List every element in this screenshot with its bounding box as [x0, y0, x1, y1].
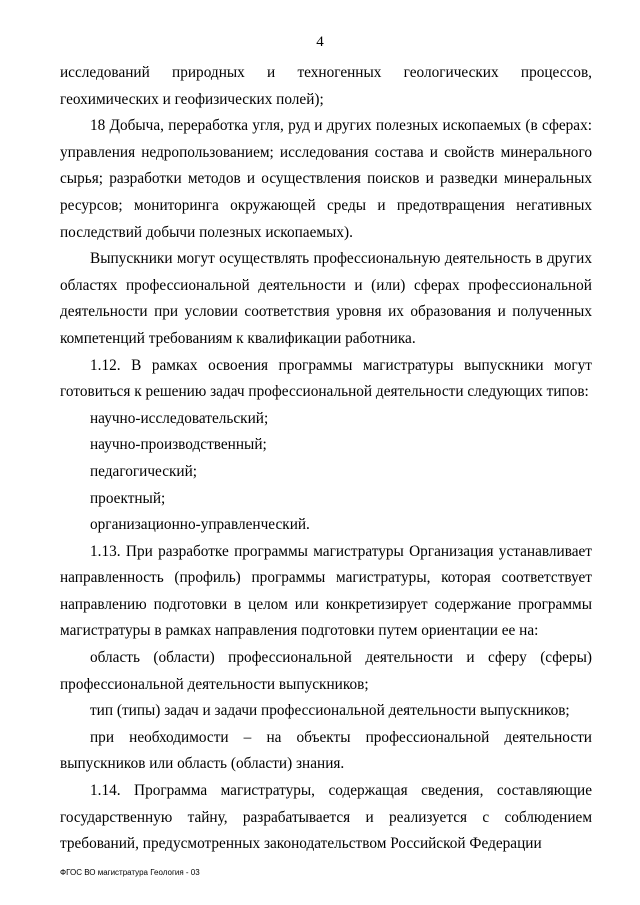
list-item-task-type: научно-исследовательский;	[90, 409, 269, 427]
list-item-task-type: организационно-управленческий.	[90, 516, 310, 534]
paragraph-orientation-tasks: тип (типы) задач и задачи профессиональной деятельности выпускников;	[90, 702, 570, 720]
document-body	[60, 60, 592, 858]
paragraph-item-18: 18 Добыча, переработка угля, руд и других полезных ископаемых (в сферах: управления недропользованием; исследования состава и свойств минерального сырья; разработки методов и осуществления поисков и разведки минеральных ресурсов; мониторинга окружающей среды и предотвращения негативных последствий добычи полезных ископаемых).	[60, 117, 592, 241]
paragraph-orientation-area: область (области) профессиональной деятельности и сферу (сферы) профессиональной деятельности выпускников;	[60, 649, 592, 693]
paragraph-1-12: 1.12. В рамках освоения программы магистратуры выпускники могут готовиться к решению задач профессиональной деятельности следующих типов:	[60, 356, 592, 401]
paragraph-1-14: 1.14. Программа магистратуры, содержащая сведения, составляющие государственную тайну, разрабатывается и реализуется с соблюдением требований, предусмотренных законодательством Российской Федерации	[60, 782, 592, 853]
page-footer: ФГОС ВО магистратура Геология - 03	[60, 868, 200, 877]
paragraph-orientation-objects: при необходимости – на объекты профессиональной деятельности выпускников или область (области) знания.	[60, 728, 592, 773]
list-item-task-type: проектный;	[90, 489, 166, 507]
list-item-task-type: педагогический;	[90, 462, 198, 480]
page-number: 4	[316, 34, 324, 50]
paragraph-1-13: 1.13. При разработке программы магистратуры Организация устанавливает направленность (профиль) программы магистратуры, которая соответствует направлению подготовки в целом или конкретизирует содержание программы магистратуры в рамках направления подготовки путем ориентации ее на:	[60, 542, 592, 640]
list-item-task-type: научно-производственный;	[90, 436, 267, 454]
paragraph-continuation: исследований природных и техногенных геологических процессов, геохимических и геофизических полей);	[60, 64, 592, 108]
paragraph-graduates-other-areas: Выпускники могут осуществлять профессиональную деятельность в других областях профессиональной деятельности и (или) сферах профессиональной деятельности при условии соответствия уровня их образования и полученных компетенций требованиям к квалификации работника.	[60, 250, 592, 347]
